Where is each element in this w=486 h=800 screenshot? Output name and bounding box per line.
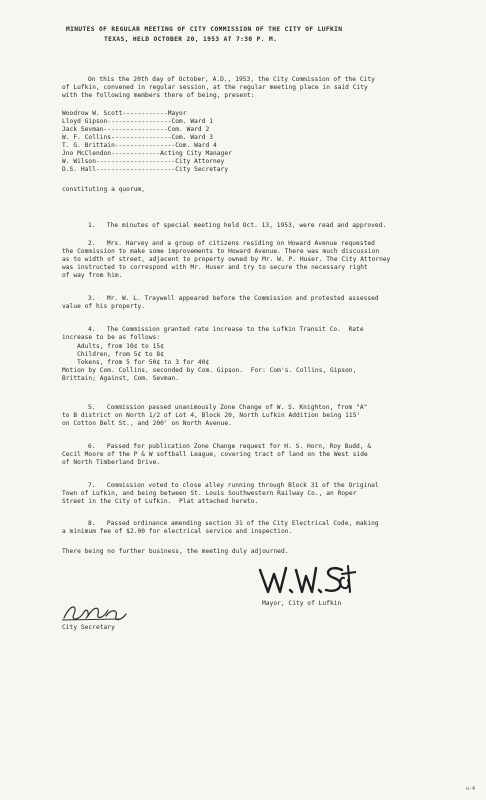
paragraph-7-line: 7. Commission voted to close alley running through Block 31 of the Original (88, 482, 379, 489)
paragraph-3-line: 3. Mr. W. L. Traywell appeared before the Commission and protested assessed (88, 295, 379, 302)
paragraph-7-line: Town of Lufkin, and being between St. Louis Southwestern Railway Co., an Roper (62, 490, 357, 497)
paragraph-6-line: 6. Passed for publication Zone Change request for H. S. Horn, Roy Budd, & (88, 443, 372, 450)
paragraph-6-line: Cecil Moore of the P & W softball League, covering tract of land on the West side (62, 451, 368, 458)
document-title-line-2: TEXAS, HELD OCTOBER 20, 1953 AT 7:30 P. M. (104, 36, 278, 43)
roster-line: W. F. Collins----------------Com. Ward 3 (62, 134, 214, 141)
paragraph-5-line: to B district on North 1/2 of Lot 4, Block 20, North Lufkin Addition being 115' (62, 412, 361, 419)
paragraph-1-line: 1. The minutes of special meeting held Oct. 13, 1953, were read and approved. (88, 222, 387, 229)
roster-line: D.S. Hall---------------------City Secretary (62, 166, 229, 173)
paragraph-4-line: Tokens, from 5 for 50¢ to 3 for 40¢ (62, 359, 210, 366)
intro-line-2: of Lufkin, convened in regular session, at the regular meeting place in said City (62, 84, 368, 91)
paragraph-2-line: of way from him. (62, 272, 123, 279)
roster-line: Jno McClendon-------------Acting City Manager (62, 150, 232, 157)
intro-line-1: On this the 20th day of October, A.D., 1953, the City Commission of the City (88, 76, 375, 83)
mayor-caption: Mayor, City of Lufkin (262, 600, 342, 607)
roster-line: Woodrow W. Scott------------Mayor (62, 110, 187, 117)
quorum-line: constituting a quorum, (62, 186, 146, 193)
paragraph-3-line: value of his property. (62, 303, 146, 310)
mayor-signature (256, 562, 356, 600)
paragraph-2-line: 2. Mrs. Harvey and a group of citizens residing on Howard Avenue requested (88, 240, 375, 247)
paragraph-4-line: Motion by Com. Collins, seconded by Com. Gipson. For: Com's. Collins, Gipson, (62, 367, 357, 374)
paragraph-7-line: Street in the City of Lufkin. Plat attached hereto. (62, 498, 259, 505)
intro-line-3: with the following members there of being, present: (62, 92, 255, 99)
paragraph-6-line: of North Timberland Drive. (62, 459, 161, 466)
document-title-line-1: MINUTES OF REGULAR MEETING OF CITY COMMISSION OF THE CITY OF LUFKIN (66, 26, 343, 33)
paragraph-4-line: Brittain; Against, Com. Sevman. (62, 375, 180, 382)
paragraph-2-line: the Commission to make some improvements to Howard Avenue. There was much discussion (62, 248, 380, 255)
roster-line: W. Wilson---------------------City Attorney (62, 158, 225, 165)
paragraph-4-line: 4. The Commission granted rate increase to the Lufkin Transit Co. Rate (88, 326, 364, 333)
paragraph-2-line: as to width of street, adjacent to property owned by Mr. W. P. Huser. The City Attorney (62, 256, 391, 263)
roster-line: T. G. Brittain----------------Com. Ward 4 (62, 142, 217, 149)
corner-page-mark: o-4 (466, 786, 476, 792)
secretary-signature (60, 600, 130, 624)
paragraph-8-line: a minimum fee of $2.00 for electrical service and inspection. (62, 528, 293, 535)
paragraph-8-line: 8. Passed ordinance amending section 31 of the City Electrical Code, making (88, 520, 379, 527)
roster-line: Lloyd Gipson-----------------Com. Ward 1 (62, 118, 214, 125)
closing-line: There being no further business, the meeting duly adjourned. (62, 548, 289, 555)
paragraph-4-line: Children, from 5¢ to 8¢ (62, 351, 164, 358)
paragraph-5-line: 5. Commission passed unanimously Zone Change of W. S. Knighton, from "A" (88, 404, 368, 411)
paragraph-4-line: increase to be as follows: (62, 334, 161, 341)
paragraph-5-line: on Cotton Belt St., and 200' on North Avenue. (62, 420, 232, 427)
paragraph-2-line: was instructed to correspond with Mr. Huser and try to secure the necessary right (62, 264, 368, 271)
roster-line: Jack Sevman-----------------Com. Ward 2 (62, 126, 210, 133)
paragraph-4-line: Adults, from 10¢ to 15¢ (62, 343, 164, 350)
secretary-caption: City Secretary (62, 624, 115, 631)
